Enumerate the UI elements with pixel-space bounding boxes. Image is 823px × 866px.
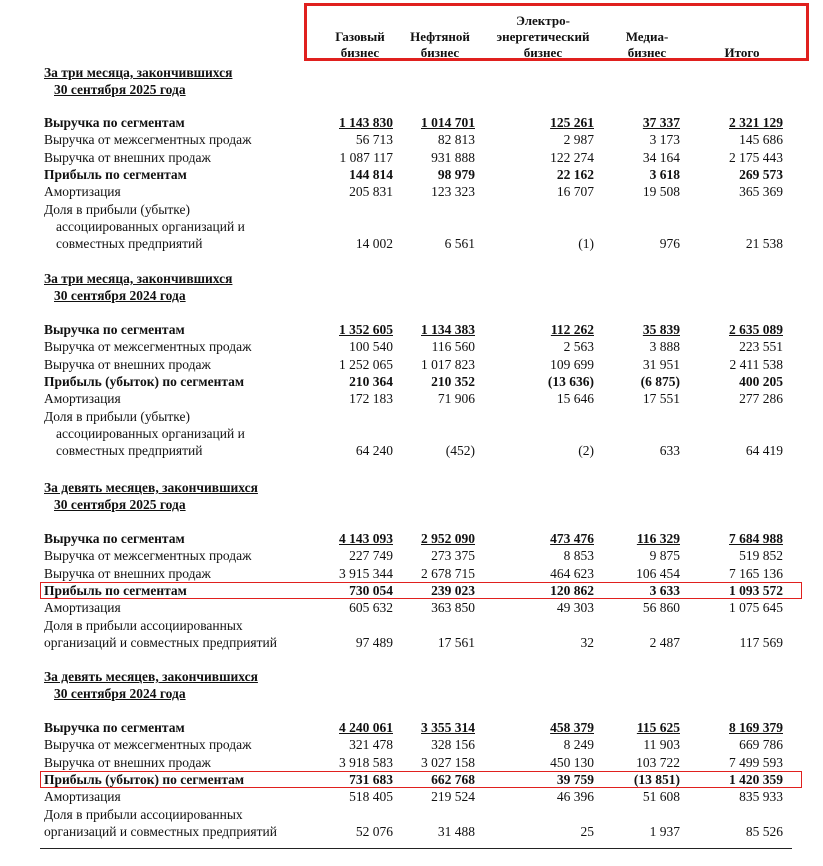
cell-oil: 31 488 [437, 823, 475, 839]
cell-media: 31 951 [642, 356, 680, 372]
cell-total: 2 321 129 [729, 115, 783, 130]
table-row [0, 356, 823, 373]
cell-power: 464 623 [550, 565, 594, 581]
row-label: Выручка от внешних продаж [44, 565, 211, 581]
cell-gas: 4 143 093 [339, 531, 393, 546]
cell-media: 19 508 [642, 184, 680, 200]
cell-oil: 662 768 [431, 771, 475, 787]
highlight-profit-9m-2024 [40, 771, 802, 788]
row-label: Выручка от межсегментных продаж [44, 737, 252, 753]
cell-media: 51 608 [642, 789, 680, 805]
cell-total: 145 686 [739, 132, 783, 148]
cell-gas: 227 749 [349, 548, 393, 564]
cell-total: 365 369 [739, 184, 783, 200]
row-label: организаций и совместных предприятий [44, 823, 277, 839]
table-bottom-rule [40, 848, 792, 849]
cell-oil: 1 014 701 [421, 115, 475, 130]
row-label: Прибыль (убыток) по сегментам [44, 771, 245, 787]
table-row [0, 547, 823, 564]
row-label: Выручка по сегментам [44, 531, 185, 546]
cell-media: 35 839 [642, 322, 680, 337]
cell-total: 64 419 [745, 443, 783, 459]
cell-oil: 82 813 [437, 132, 475, 148]
cell-oil: 71 906 [437, 391, 475, 407]
row-label: организаций и совместных предприятий [44, 634, 277, 650]
table-row [0, 149, 823, 166]
cell-total: 400 205 [739, 373, 783, 389]
row-label: Прибыль (убыток) по сегментам [44, 373, 245, 389]
cell-oil: 2 678 715 [421, 565, 475, 581]
table-row [0, 408, 823, 425]
row-label: Выручка по сегментам [44, 720, 185, 735]
table-row [0, 321, 823, 338]
col-header-total: Итого [724, 45, 760, 60]
row-label: Амортизация [44, 391, 121, 407]
cell-oil: 3 027 158 [421, 754, 475, 770]
cell-gas: 3 918 583 [339, 754, 393, 770]
cell-gas: 97 489 [355, 634, 393, 650]
cell-power: (13 636) [547, 373, 594, 389]
table-row [0, 599, 823, 616]
row-label: Выручка от межсегментных продаж [44, 548, 252, 564]
cell-gas: 321 478 [349, 737, 393, 753]
cell-gas: 64 240 [355, 443, 393, 459]
cell-power: 450 130 [550, 754, 594, 770]
table-row [0, 788, 823, 805]
cell-media: 3 633 [649, 582, 680, 598]
row-label: Выручка от межсегментных продаж [44, 132, 252, 148]
cell-oil: 273 375 [431, 548, 475, 564]
cell-oil: 328 156 [431, 737, 475, 753]
cell-gas: 100 540 [349, 339, 393, 355]
cell-gas: 205 831 [349, 184, 393, 200]
cell-oil: 1 134 383 [421, 322, 475, 337]
cell-media: (13 851) [633, 771, 680, 787]
cell-media: 37 337 [642, 115, 680, 130]
cell-gas: 730 054 [349, 582, 393, 598]
cell-total: 269 573 [739, 166, 783, 182]
table-row [0, 183, 823, 200]
cell-media: 3 888 [649, 339, 680, 355]
col-header-oil: Нефтяной бизнес [410, 29, 470, 60]
cell-power: 122 274 [550, 149, 594, 165]
cell-power: (1) [578, 236, 594, 252]
table-row [0, 114, 823, 131]
row-label: совместных предприятий [56, 236, 203, 252]
row-label: Амортизация [44, 600, 121, 616]
cell-power: 15 646 [556, 391, 594, 407]
col-header-power: Электро- энергетический бизнес [496, 13, 590, 60]
cell-gas: 172 183 [349, 391, 393, 407]
cell-media: 106 454 [636, 565, 680, 581]
table-row [0, 235, 823, 252]
cell-gas: 210 364 [349, 373, 393, 389]
cell-power: 120 862 [550, 582, 594, 598]
cell-gas: 1 352 605 [339, 322, 393, 337]
cell-oil: (452) [445, 443, 475, 459]
table-row [0, 719, 823, 736]
row-label: Выручка от внешних продаж [44, 754, 211, 770]
row-label: Выручка от межсегментных продаж [44, 339, 252, 355]
cell-gas: 56 713 [355, 132, 393, 148]
cell-media: 2 487 [649, 634, 680, 650]
cell-gas: 14 002 [355, 236, 393, 252]
cell-power: 32 [580, 634, 594, 650]
table-row [0, 425, 823, 442]
cell-power: 473 476 [550, 531, 594, 546]
highlight-profit-9m-2025 [40, 582, 802, 599]
cell-total: 21 538 [745, 236, 783, 252]
cell-power: 125 261 [550, 115, 594, 130]
cell-power: 46 396 [556, 789, 594, 805]
cell-media: 103 722 [636, 754, 680, 770]
table-row [0, 201, 823, 218]
section-title: За три месяца, закончившихся 30 сентября 2024 года [44, 271, 233, 303]
row-label: ассоциированных организаций и [56, 218, 245, 234]
cell-total: 85 526 [745, 823, 783, 839]
cell-oil: 239 023 [431, 582, 475, 598]
cell-total: 7 165 136 [729, 565, 783, 581]
cell-total: 1 420 359 [729, 771, 783, 787]
row-label: совместных предприятий [56, 443, 203, 459]
row-label: ассоциированных организаций и [56, 425, 245, 441]
table-row [0, 390, 823, 407]
row-label: Амортизация [44, 789, 121, 805]
cell-oil: 363 850 [431, 600, 475, 616]
cell-total: 7 684 988 [729, 531, 783, 546]
col-header-gas: Газовый бизнес [335, 29, 385, 60]
cell-media: 3 173 [649, 132, 680, 148]
cell-oil: 1 017 823 [421, 356, 475, 372]
cell-total: 519 852 [739, 548, 783, 564]
cell-gas: 1 143 830 [339, 115, 393, 130]
cell-gas: 731 683 [349, 771, 393, 787]
table-row [0, 617, 823, 634]
row-label: Выручка по сегментам [44, 115, 185, 130]
section-title: За три месяца, закончившихся 30 сентября 2025 года [44, 65, 233, 97]
cell-oil: 2 952 090 [421, 531, 475, 546]
col-header-media: Медиа- бизнес [625, 29, 669, 60]
cell-total: 2 411 538 [729, 356, 783, 372]
table-row [0, 806, 823, 823]
table-row [0, 754, 823, 771]
row-label: Выручка от внешних продаж [44, 149, 211, 165]
cell-media: (6 875) [640, 373, 680, 389]
table-row [0, 530, 823, 547]
cell-gas: 4 240 061 [339, 720, 393, 735]
cell-oil: 210 352 [431, 373, 475, 389]
cell-total: 8 169 379 [729, 720, 783, 735]
cell-total: 7 499 593 [729, 754, 783, 770]
cell-total: 669 786 [739, 737, 783, 753]
cell-gas: 3 915 344 [339, 565, 393, 581]
cell-oil: 6 561 [444, 236, 475, 252]
cell-oil: 931 888 [431, 149, 475, 165]
row-label: Доля в прибыли (убытке) [44, 201, 190, 217]
table-row [0, 338, 823, 355]
cell-power: 39 759 [556, 771, 594, 787]
row-label: Прибыль по сегментам [44, 166, 187, 182]
cell-gas: 144 814 [349, 166, 393, 182]
cell-gas: 605 632 [349, 600, 393, 616]
cell-oil: 17 561 [437, 634, 475, 650]
cell-power: 8 853 [563, 548, 594, 564]
cell-power: 112 262 [550, 322, 594, 337]
cell-power: 16 707 [556, 184, 594, 200]
cell-total: 2 175 443 [729, 149, 783, 165]
row-label: Доля в прибыли ассоциированных [44, 806, 243, 822]
cell-oil: 98 979 [437, 166, 475, 182]
row-label: Выручка по сегментам [44, 322, 185, 337]
cell-media: 56 860 [642, 600, 680, 616]
cell-total: 277 286 [739, 391, 783, 407]
row-label: Амортизация [44, 184, 121, 200]
cell-total: 223 551 [739, 339, 783, 355]
cell-power: 2 987 [563, 132, 594, 148]
section-title: За девять месяцев, закончившихся 30 сентября 2025 года [44, 480, 258, 512]
cell-media: 17 551 [642, 391, 680, 407]
section-title: За девять месяцев, закончившихся 30 сентября 2024 года [44, 669, 258, 701]
cell-power: 458 379 [550, 720, 594, 735]
row-label: Выручка от внешних продаж [44, 356, 211, 372]
cell-media: 116 329 [636, 531, 680, 546]
cell-power: 22 162 [556, 166, 594, 182]
cell-total: 2 635 089 [729, 322, 783, 337]
table-row [0, 166, 823, 183]
table-row [0, 823, 823, 840]
cell-total: 1 093 572 [729, 582, 783, 598]
cell-total: 117 569 [739, 634, 783, 650]
cell-media: 976 [659, 236, 680, 252]
table-row [0, 218, 823, 235]
cell-power: (2) [578, 443, 594, 459]
table-row [0, 565, 823, 582]
cell-media: 633 [659, 443, 680, 459]
cell-media: 1 937 [649, 823, 680, 839]
row-label: Прибыль по сегментам [44, 582, 187, 598]
cell-total: 1 075 645 [729, 600, 783, 616]
cell-oil: 116 560 [431, 339, 475, 355]
table-row [0, 131, 823, 148]
table-row [0, 736, 823, 753]
cell-oil: 3 355 314 [421, 720, 475, 735]
cell-power: 25 [580, 823, 594, 839]
cell-gas: 52 076 [355, 823, 393, 839]
cell-media: 34 164 [642, 149, 680, 165]
row-label: Доля в прибыли ассоциированных [44, 617, 243, 633]
table-row [0, 442, 823, 459]
cell-media: 115 625 [636, 720, 680, 735]
cell-media: 3 618 [649, 166, 680, 182]
table-row [0, 373, 823, 390]
cell-media: 9 875 [649, 548, 680, 564]
cell-gas: 1 087 117 [339, 149, 393, 165]
cell-oil: 123 323 [431, 184, 475, 200]
cell-total: 835 933 [739, 789, 783, 805]
cell-power: 2 563 [563, 339, 594, 355]
cell-power: 8 249 [563, 737, 594, 753]
cell-media: 11 903 [643, 737, 680, 753]
cell-gas: 518 405 [349, 789, 393, 805]
cell-oil: 219 524 [431, 789, 475, 805]
cell-power: 109 699 [550, 356, 594, 372]
cell-gas: 1 252 065 [339, 356, 393, 372]
row-label: Доля в прибыли (убытке) [44, 408, 190, 424]
table-row [0, 634, 823, 651]
cell-power: 49 303 [556, 600, 594, 616]
